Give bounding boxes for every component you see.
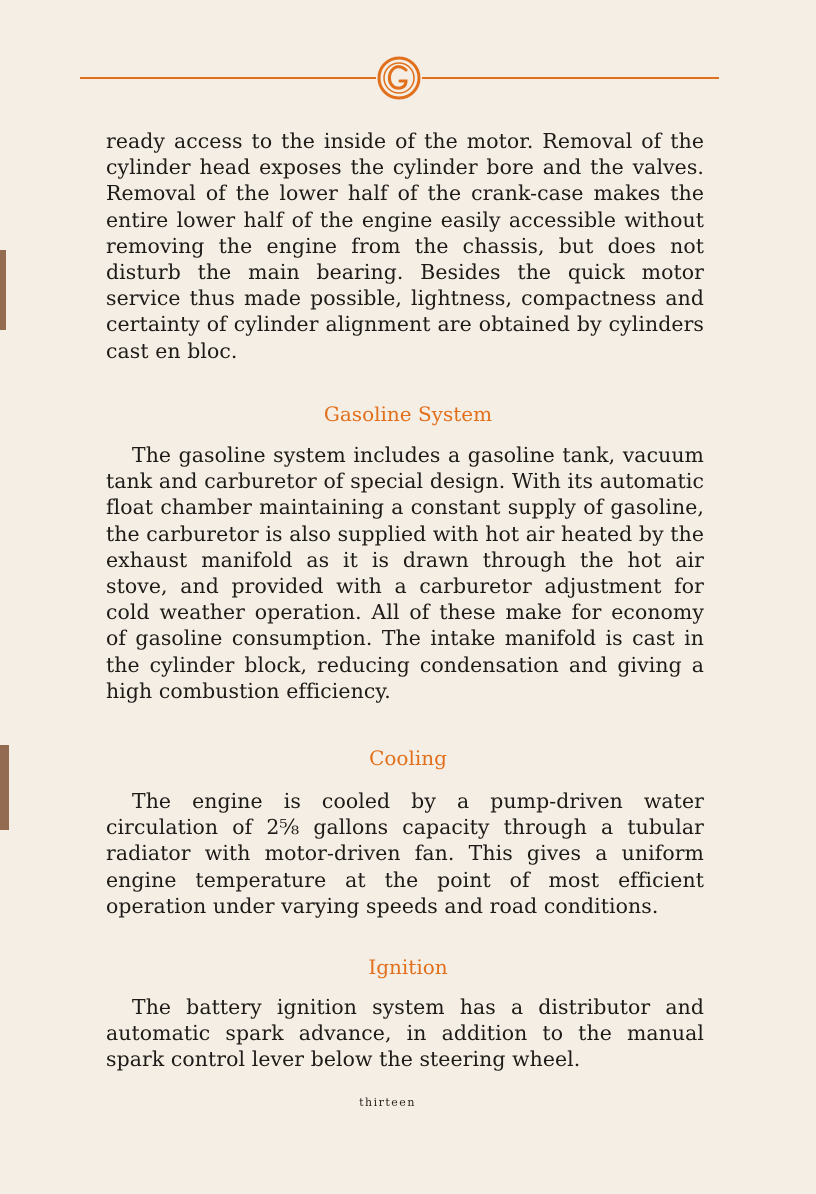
binding-mark — [0, 250, 6, 330]
header-rule-right — [422, 77, 719, 79]
paragraph-intro: ready access to the inside of the motor. Removal of the cylinder head exposes the cylinder bore and the valves. Removal of the lower half of the crank-case makes the entire lower half of the engine easily accessible without removing the engine from the chassis, but does not disturb the main bearing. Besides the quick motor service thus made possible, lightness, compactness and certainty of cylinder alignment are obtained by cylinders cast en bloc. — [106, 129, 704, 363]
section-heading-gasoline: Gasoline System — [323, 402, 493, 426]
paragraph-cooling: The engine is cooled by a pump-driven water circulation of 2⅝ gallons capacity through a tubular radiator with motor-driven fan. This gives a uniform engine temperature at the point of most efficient operation under varying speeds and road conditions. — [106, 789, 704, 918]
header-rule-left — [80, 77, 376, 79]
monogram-emblem-icon — [376, 55, 422, 101]
section-heading-cooling: Cooling — [369, 746, 447, 770]
paragraph-ignition: The battery ignition system has a distributor and automatic spark advance, in addition to the manual spark control lever below the steering wheel. — [106, 995, 704, 1072]
page-number: thirteen — [359, 1096, 416, 1109]
paragraph-gasoline: The gasoline system includes a gasoline tank, vacuum tank and carburetor of special design. With its automatic float chamber maintaining a constant supply of gasoline, the carburetor is also supplied with hot air heated by the exhaust manifold as it is drawn through the hot air stove, and provided with a carburetor adjustment for cold weather operation. All of these make for economy of gasoline consumption. The intake manifold is cast in the cylinder block, reducing condensation and giving a high combustion efficiency. — [106, 443, 704, 703]
section-heading-ignition: Ignition — [368, 955, 448, 979]
